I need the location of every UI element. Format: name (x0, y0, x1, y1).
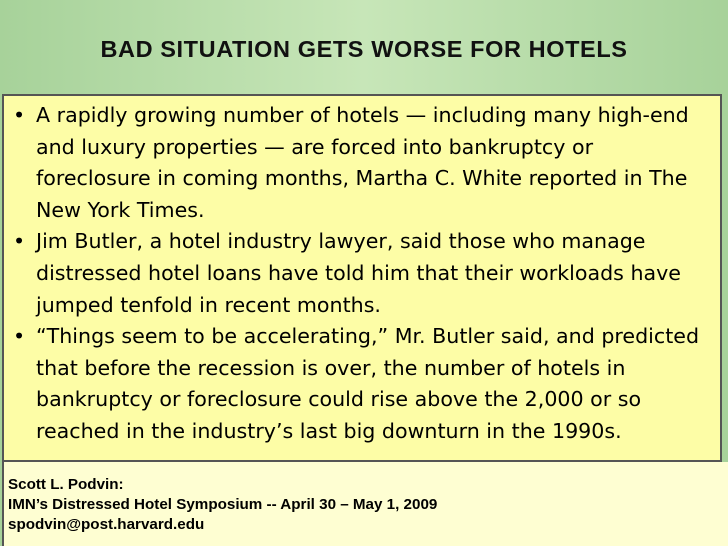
bullet-dot-icon: • (13, 229, 26, 254)
bullet-list (4, 96, 720, 448)
content-box (2, 94, 722, 462)
slide-title: BAD SITUATION GETS WORSE FOR HOTELS (100, 35, 628, 62)
footer-event: IMN’s Distressed Hotel Symposium -- April 30 – May 1, 2009 (8, 496, 438, 513)
title-area (0, 0, 728, 94)
bullet-item (4, 226, 712, 321)
footer-box (2, 462, 728, 546)
bullet-text: “Things seem to be accelerating,” Mr. Butler said, and predicted that before the recession is over, the number of hotels in bankruptcy or foreclosure could rise above the 2,000 or so reached in the industry’s last big downturn in the 1990s. (36, 324, 700, 443)
bullet-item (4, 321, 712, 447)
bullet-text: A rapidly growing number of hotels — including many high-end and luxury properties — are forced into bankruptcy or foreclosure in coming months, Martha C. White reported in The New York Times. (36, 103, 689, 222)
bullet-text: Jim Butler, a hotel industry lawyer, said those who manage distressed hotel loans have told him that their workloads have jumped tenfold in recent months. (36, 229, 681, 317)
bullet-item (4, 100, 712, 226)
footer-author: Scott L. Podvin: (8, 476, 124, 493)
bullet-dot-icon: • (13, 103, 26, 127)
footer-email: spodvin@post.harvard.edu (8, 516, 205, 533)
bullet-dot-icon: • (13, 324, 26, 349)
